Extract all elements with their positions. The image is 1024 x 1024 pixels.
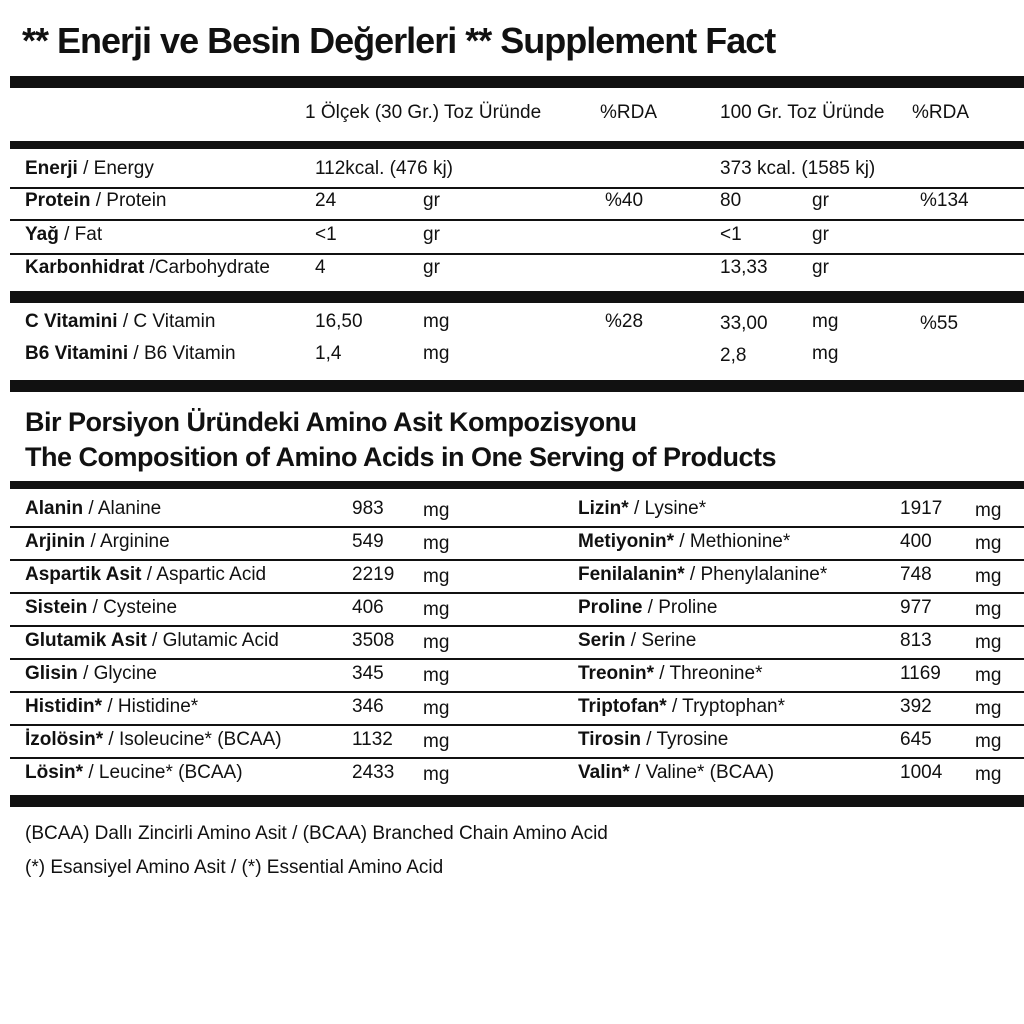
per100g-unit: gr — [812, 224, 829, 245]
serving-unit: gr — [423, 190, 440, 211]
serving-value: <1 — [315, 224, 337, 245]
nutrient-label — [25, 223, 102, 247]
per100g-value: 2,8 — [720, 345, 747, 366]
amino-value-right: 392 — [900, 696, 932, 717]
label-tr: Yağ — [25, 224, 59, 245]
row-separator — [10, 526, 1024, 528]
serving-value: 1,4 — [315, 343, 342, 364]
label-tr: Karbonhidrat — [25, 257, 145, 278]
label-tr: Glisin — [25, 663, 78, 684]
amino-label-right — [578, 530, 790, 554]
amino-unit-right: mg — [975, 533, 1002, 554]
amino-label-left — [25, 563, 266, 587]
amino-value-left: 346 — [352, 696, 384, 717]
amino-value-right: 1004 — [900, 762, 943, 783]
amino-value-right: 645 — [900, 729, 932, 750]
vitamin-label — [25, 342, 236, 366]
amino-unit-left: mg — [423, 698, 450, 719]
amino-unit-right: mg — [975, 500, 1002, 521]
amino-value-left: 406 — [352, 597, 384, 618]
label-tr: İzolösin* — [25, 729, 104, 750]
serving-unit: gr — [423, 224, 440, 245]
label-tr: Fenilalanin* — [578, 564, 685, 585]
header-100g: 100 Gr. Toz Üründe — [720, 102, 885, 123]
label-tr: Enerji — [25, 158, 78, 179]
divider-amino — [10, 380, 1024, 392]
per100g-unit: mg — [812, 343, 839, 364]
amino-value-right: 813 — [900, 630, 932, 651]
serving-value: 112kcal. (476 kj) — [315, 158, 453, 179]
label-tr: Alanin — [25, 498, 84, 519]
label-en: / Serine — [625, 630, 697, 651]
page-title: ** Enerji ve Besin Değerleri ** Supplement Fact — [22, 20, 776, 61]
amino-unit-right: mg — [975, 731, 1002, 752]
divider-top — [10, 76, 1024, 88]
divider-vitamins — [10, 291, 1024, 303]
amino-unit-left: mg — [423, 665, 450, 686]
vitamin-label — [25, 310, 215, 334]
label-tr: Aspartik Asit — [25, 564, 142, 585]
per100g-value: 80 — [720, 190, 742, 211]
header-serving: 1 Ölçek (30 Gr.) Toz Üründe — [305, 102, 542, 123]
label-en: / Cysteine — [87, 597, 178, 618]
per100g-rda: %134 — [920, 190, 969, 211]
label-tr: Treonin* — [578, 663, 655, 684]
serving-value: 4 — [315, 257, 326, 278]
per100g-value: 373 kcal. (1585 kj) — [720, 158, 876, 179]
amino-unit-left: mg — [423, 632, 450, 653]
amino-value-left: 549 — [352, 531, 384, 552]
label-tr: Lizin* — [578, 498, 629, 519]
label-en: / Glycine — [77, 663, 157, 684]
amino-value-right: 977 — [900, 597, 932, 618]
footnote-bcaa: (BCAA) Dallı Zincirli Amino Asit / (BCAA) Branched Chain Amino Acid — [25, 823, 608, 844]
row-separator — [10, 658, 1024, 660]
amino-label-right — [578, 761, 774, 785]
amino-value-left: 983 — [352, 498, 384, 519]
row-separator — [10, 253, 1024, 255]
serving-rda: %40 — [605, 190, 644, 211]
per100g-value: 33,00 — [720, 313, 768, 334]
amino-unit-right: mg — [975, 566, 1002, 587]
label-en: / Tyrosine — [641, 729, 729, 750]
label-en: / Histidine* — [102, 696, 199, 717]
label-en: / Glutamic Acid — [146, 630, 279, 651]
row-separator — [10, 625, 1024, 627]
amino-label-right — [578, 662, 762, 686]
amino-unit-left: mg — [423, 500, 450, 521]
label-tr: Serin — [578, 630, 626, 651]
divider-header — [10, 141, 1024, 149]
label-en: / Alanine — [83, 498, 162, 519]
amino-label-right — [578, 596, 717, 620]
label-en: / Leucine* (BCAA) — [83, 762, 243, 783]
amino-value-left: 2219 — [352, 564, 395, 585]
amino-unit-left: mg — [423, 599, 450, 620]
amino-unit-left: mg — [423, 533, 450, 554]
amino-title-tr: Bir Porsiyon Üründeki Amino Asit Kompozisyonu — [25, 407, 637, 437]
amino-label-right — [578, 728, 728, 752]
footnote-essential: (*) Esansiyel Amino Asit / (*) Essential Amino Acid — [25, 857, 444, 878]
serving-value: 24 — [315, 190, 337, 211]
label-en: / C Vitamin — [117, 311, 216, 332]
amino-unit-right: mg — [975, 665, 1002, 686]
row-separator — [10, 691, 1024, 693]
label-en: / Valine* (BCAA) — [629, 762, 775, 783]
amino-label-right — [578, 563, 827, 587]
label-en: / Tryptophan* — [666, 696, 785, 717]
label-tr: Sistein — [25, 597, 88, 618]
label-tr: Triptofan* — [578, 696, 667, 717]
serving-unit: mg — [423, 311, 450, 332]
label-en: / Isoleucine* (BCAA) — [103, 729, 282, 750]
amino-value-right: 748 — [900, 564, 932, 585]
amino-label-left — [25, 596, 177, 620]
row-separator — [10, 219, 1024, 221]
amino-value-left: 1132 — [352, 729, 393, 750]
serving-value: 16,50 — [315, 311, 363, 332]
label-en: / Arginine — [85, 531, 170, 552]
amino-unit-right: mg — [975, 764, 1002, 785]
amino-label-left — [25, 662, 157, 686]
per100g-value: <1 — [720, 224, 742, 245]
label-tr: B6 Vitamini — [25, 343, 129, 364]
label-en: / Fat — [58, 224, 103, 245]
amino-unit-right: mg — [975, 599, 1002, 620]
per100g-rda: %55 — [920, 313, 959, 334]
amino-value-left: 345 — [352, 663, 384, 684]
label-en: / Methionine* — [674, 531, 791, 552]
label-en: /Carbohydrate — [144, 257, 270, 278]
amino-label-right — [578, 497, 706, 521]
label-en: / Phenylalanine* — [684, 564, 828, 585]
amino-value-right: 400 — [900, 531, 932, 552]
row-separator — [10, 724, 1024, 726]
label-tr: Glutamik Asit — [25, 630, 147, 651]
label-tr: Protein — [25, 190, 91, 211]
per100g-value: 13,33 — [720, 257, 768, 278]
label-en: / Proline — [642, 597, 718, 618]
divider-footnotes — [10, 795, 1024, 807]
label-en: / Protein — [90, 190, 167, 211]
amino-label-left — [25, 530, 170, 554]
amino-label-left — [25, 728, 282, 752]
label-tr: Arjinin — [25, 531, 86, 552]
amino-label-left — [25, 629, 279, 653]
label-en: / Aspartic Acid — [141, 564, 267, 585]
serving-rda: %28 — [605, 311, 644, 332]
amino-label-left — [25, 695, 198, 719]
nutrient-label — [25, 256, 270, 280]
amino-title-en: The Composition of Amino Acids in One Serving of Products — [25, 442, 777, 472]
per100g-unit: mg — [812, 311, 839, 332]
amino-unit-left: mg — [423, 731, 450, 752]
label-tr: Histidin* — [25, 696, 103, 717]
amino-value-right: 1169 — [900, 663, 941, 684]
amino-unit-left: mg — [423, 764, 450, 785]
label-tr: C Vitamini — [25, 311, 118, 332]
amino-unit-right: mg — [975, 698, 1002, 719]
row-separator — [10, 592, 1024, 594]
amino-value-right: 1917 — [900, 498, 943, 519]
row-separator — [10, 757, 1024, 759]
amino-value-left: 2433 — [352, 762, 395, 783]
serving-unit: mg — [423, 343, 450, 364]
label-tr: Valin* — [578, 762, 630, 783]
per100g-unit: gr — [812, 257, 829, 278]
divider-amino-table — [10, 481, 1024, 489]
amino-unit-right: mg — [975, 632, 1002, 653]
amino-unit-left: mg — [423, 566, 450, 587]
label-tr: Tirosin — [578, 729, 641, 750]
label-en: / Lysine* — [628, 498, 707, 519]
label-tr: Proline — [578, 597, 643, 618]
row-separator — [10, 559, 1024, 561]
amino-value-left: 3508 — [352, 630, 395, 651]
nutrient-label — [25, 157, 154, 181]
label-en: / Threonine* — [654, 663, 763, 684]
serving-unit: gr — [423, 257, 440, 278]
header-rda-100g: %RDA — [912, 102, 970, 123]
header-rda-serving: %RDA — [600, 102, 658, 123]
per100g-unit: gr — [812, 190, 829, 211]
label-en: / Energy — [77, 158, 154, 179]
label-tr: Metiyonin* — [578, 531, 675, 552]
nutrient-label — [25, 189, 167, 213]
amino-label-left — [25, 497, 161, 521]
label-tr: Lösin* — [25, 762, 84, 783]
label-en: / B6 Vitamin — [128, 343, 236, 364]
amino-label-left — [25, 761, 243, 785]
amino-label-right — [578, 629, 696, 653]
amino-label-right — [578, 695, 785, 719]
